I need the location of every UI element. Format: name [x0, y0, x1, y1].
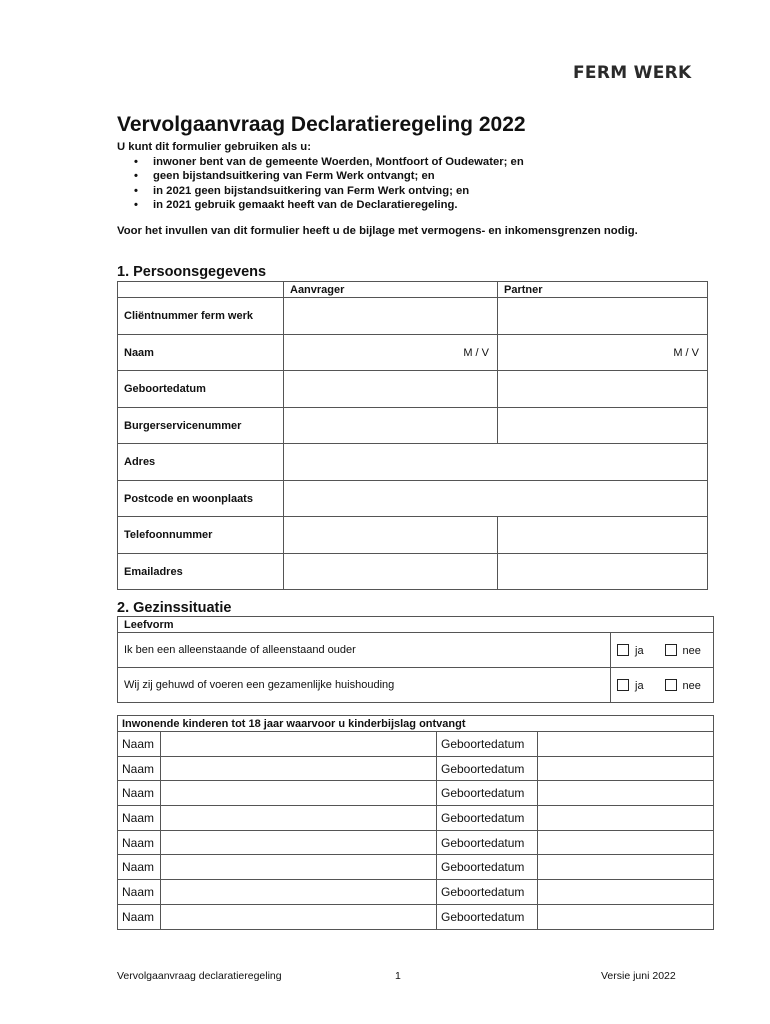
child-name-field[interactable] [161, 806, 437, 831]
child-birth-label: Geboortedatum [437, 756, 538, 781]
child-name-field[interactable] [161, 756, 437, 781]
postal-code-field[interactable] [284, 481, 708, 517]
bsn-applicant-field[interactable] [284, 408, 498, 444]
child-birth-label: Geboortedatum [437, 781, 538, 806]
personal-data-table [117, 281, 708, 590]
child-birth-field[interactable] [538, 855, 714, 880]
household-table [117, 616, 714, 703]
children-table [117, 715, 714, 930]
child-birth-field[interactable] [538, 830, 714, 855]
email-partner-field[interactable] [498, 554, 708, 590]
child-name-field[interactable] [161, 904, 437, 929]
client-number-partner-field[interactable] [498, 298, 708, 335]
child-name-label: Naam [118, 732, 161, 757]
child-name-label: Naam [118, 806, 161, 831]
attachment-note: Voor het invullen van dit formulier heeft u de bijlage met vermogens- en inkomensgrenzen nodig. [117, 225, 638, 237]
birth-date-applicant-field[interactable] [284, 371, 498, 408]
page-title: Vervolgaanvraag Declaratieregeling 2022 [117, 113, 526, 136]
child-birth-field[interactable] [538, 781, 714, 806]
header-blank-cell [118, 282, 284, 298]
child-birth-field[interactable] [538, 904, 714, 929]
single-parent-question: Ik ben een alleenstaande of alleenstaand ouder [118, 633, 611, 668]
child-name-field[interactable] [161, 880, 437, 905]
child-name-label: Naam [118, 781, 161, 806]
child-birth-label: Geboortedatum [437, 880, 538, 905]
client-number-applicant-field[interactable] [284, 298, 498, 335]
bsn-label: Burgerservicenummer [118, 408, 284, 444]
child-name-label: Naam [118, 880, 161, 905]
footer-version: Versie juni 2022 [601, 970, 676, 982]
yes-label: ja [635, 644, 644, 657]
column-header-partner: Partner [498, 282, 708, 298]
child-name-field[interactable] [161, 781, 437, 806]
footer-document-name: Vervolgaanvraag declaratieregeling [117, 970, 282, 982]
client-number-label: Cliëntnummer ferm werk [118, 298, 284, 335]
child-name-label: Naam [118, 756, 161, 781]
married-yes-option[interactable] [611, 668, 661, 703]
checkbox-icon[interactable] [665, 644, 677, 656]
child-name-label: Naam [118, 904, 161, 929]
postal-code-label: Postcode en woonplaats [118, 481, 284, 517]
name-applicant-field[interactable] [284, 335, 498, 371]
name-label: Naam [118, 335, 284, 371]
living-form-heading: Leefvorm [118, 617, 714, 633]
footer-page-number: 1 [395, 970, 401, 982]
eligibility-item: • in 2021 gebruik gemaakt heeft van de Declaratieregeling. [134, 198, 524, 213]
intro [117, 140, 524, 213]
child-birth-field[interactable] [538, 880, 714, 905]
address-label: Adres [118, 444, 284, 481]
no-label: nee [682, 644, 701, 657]
phone-applicant-field[interactable] [284, 517, 498, 554]
bsn-partner-field[interactable] [498, 408, 708, 444]
address-field[interactable] [284, 444, 708, 481]
checkbox-icon[interactable] [617, 679, 629, 691]
eligibility-item: • in 2021 geen bijstandsuitkering van Ferm Werk ontving; en [134, 184, 524, 199]
child-name-label: Naam [118, 855, 161, 880]
eligibility-list [117, 155, 524, 213]
checkbox-icon[interactable] [617, 644, 629, 656]
child-birth-field[interactable] [538, 732, 714, 757]
gender-marker: M / V [673, 346, 699, 359]
no-label: nee [682, 679, 701, 692]
child-birth-label: Geboortedatum [437, 732, 538, 757]
section-1-heading: 1. Persoonsgegevens [117, 264, 267, 280]
child-name-label: Naam [118, 830, 161, 855]
gender-marker: M / V [463, 346, 489, 359]
birth-date-partner-field[interactable] [498, 371, 708, 408]
eligibility-item: • geen bijstandsuitkering van Ferm Werk ontvangt; en [134, 169, 524, 184]
section-2-heading: 2. Gezinssituatie [117, 600, 232, 616]
intro-lead: U kunt dit formulier gebruiken als u: [117, 141, 311, 153]
child-birth-field[interactable] [538, 806, 714, 831]
phone-label: Telefoonnummer [118, 517, 284, 554]
column-header-applicant: Aanvrager [284, 282, 498, 298]
phone-partner-field[interactable] [498, 517, 708, 554]
ferm-werk-logo: FERM WERK [573, 63, 692, 83]
child-name-field[interactable] [161, 830, 437, 855]
email-applicant-field[interactable] [284, 554, 498, 590]
name-partner-field[interactable] [498, 335, 708, 371]
child-birth-label: Geboortedatum [437, 806, 538, 831]
child-birth-label: Geboortedatum [437, 904, 538, 929]
email-label: Emailadres [118, 554, 284, 590]
child-birth-label: Geboortedatum [437, 830, 538, 855]
single-no-option[interactable] [661, 633, 714, 668]
birth-date-label: Geboortedatum [118, 371, 284, 408]
child-name-field[interactable] [161, 732, 437, 757]
single-yes-option[interactable] [611, 633, 661, 668]
yes-label: ja [635, 679, 644, 692]
child-name-field[interactable] [161, 855, 437, 880]
children-heading: Inwonende kinderen tot 18 jaar waarvoor u kinderbijslag ontvangt [118, 716, 714, 732]
child-birth-field[interactable] [538, 756, 714, 781]
married-no-option[interactable] [661, 668, 714, 703]
eligibility-item: • inwoner bent van de gemeente Woerden, Montfoort of Oudewater; en [134, 155, 524, 170]
married-question: Wij zij gehuwd of voeren een gezamenlijke huishouding [118, 668, 611, 703]
child-birth-label: Geboortedatum [437, 855, 538, 880]
checkbox-icon[interactable] [665, 679, 677, 691]
